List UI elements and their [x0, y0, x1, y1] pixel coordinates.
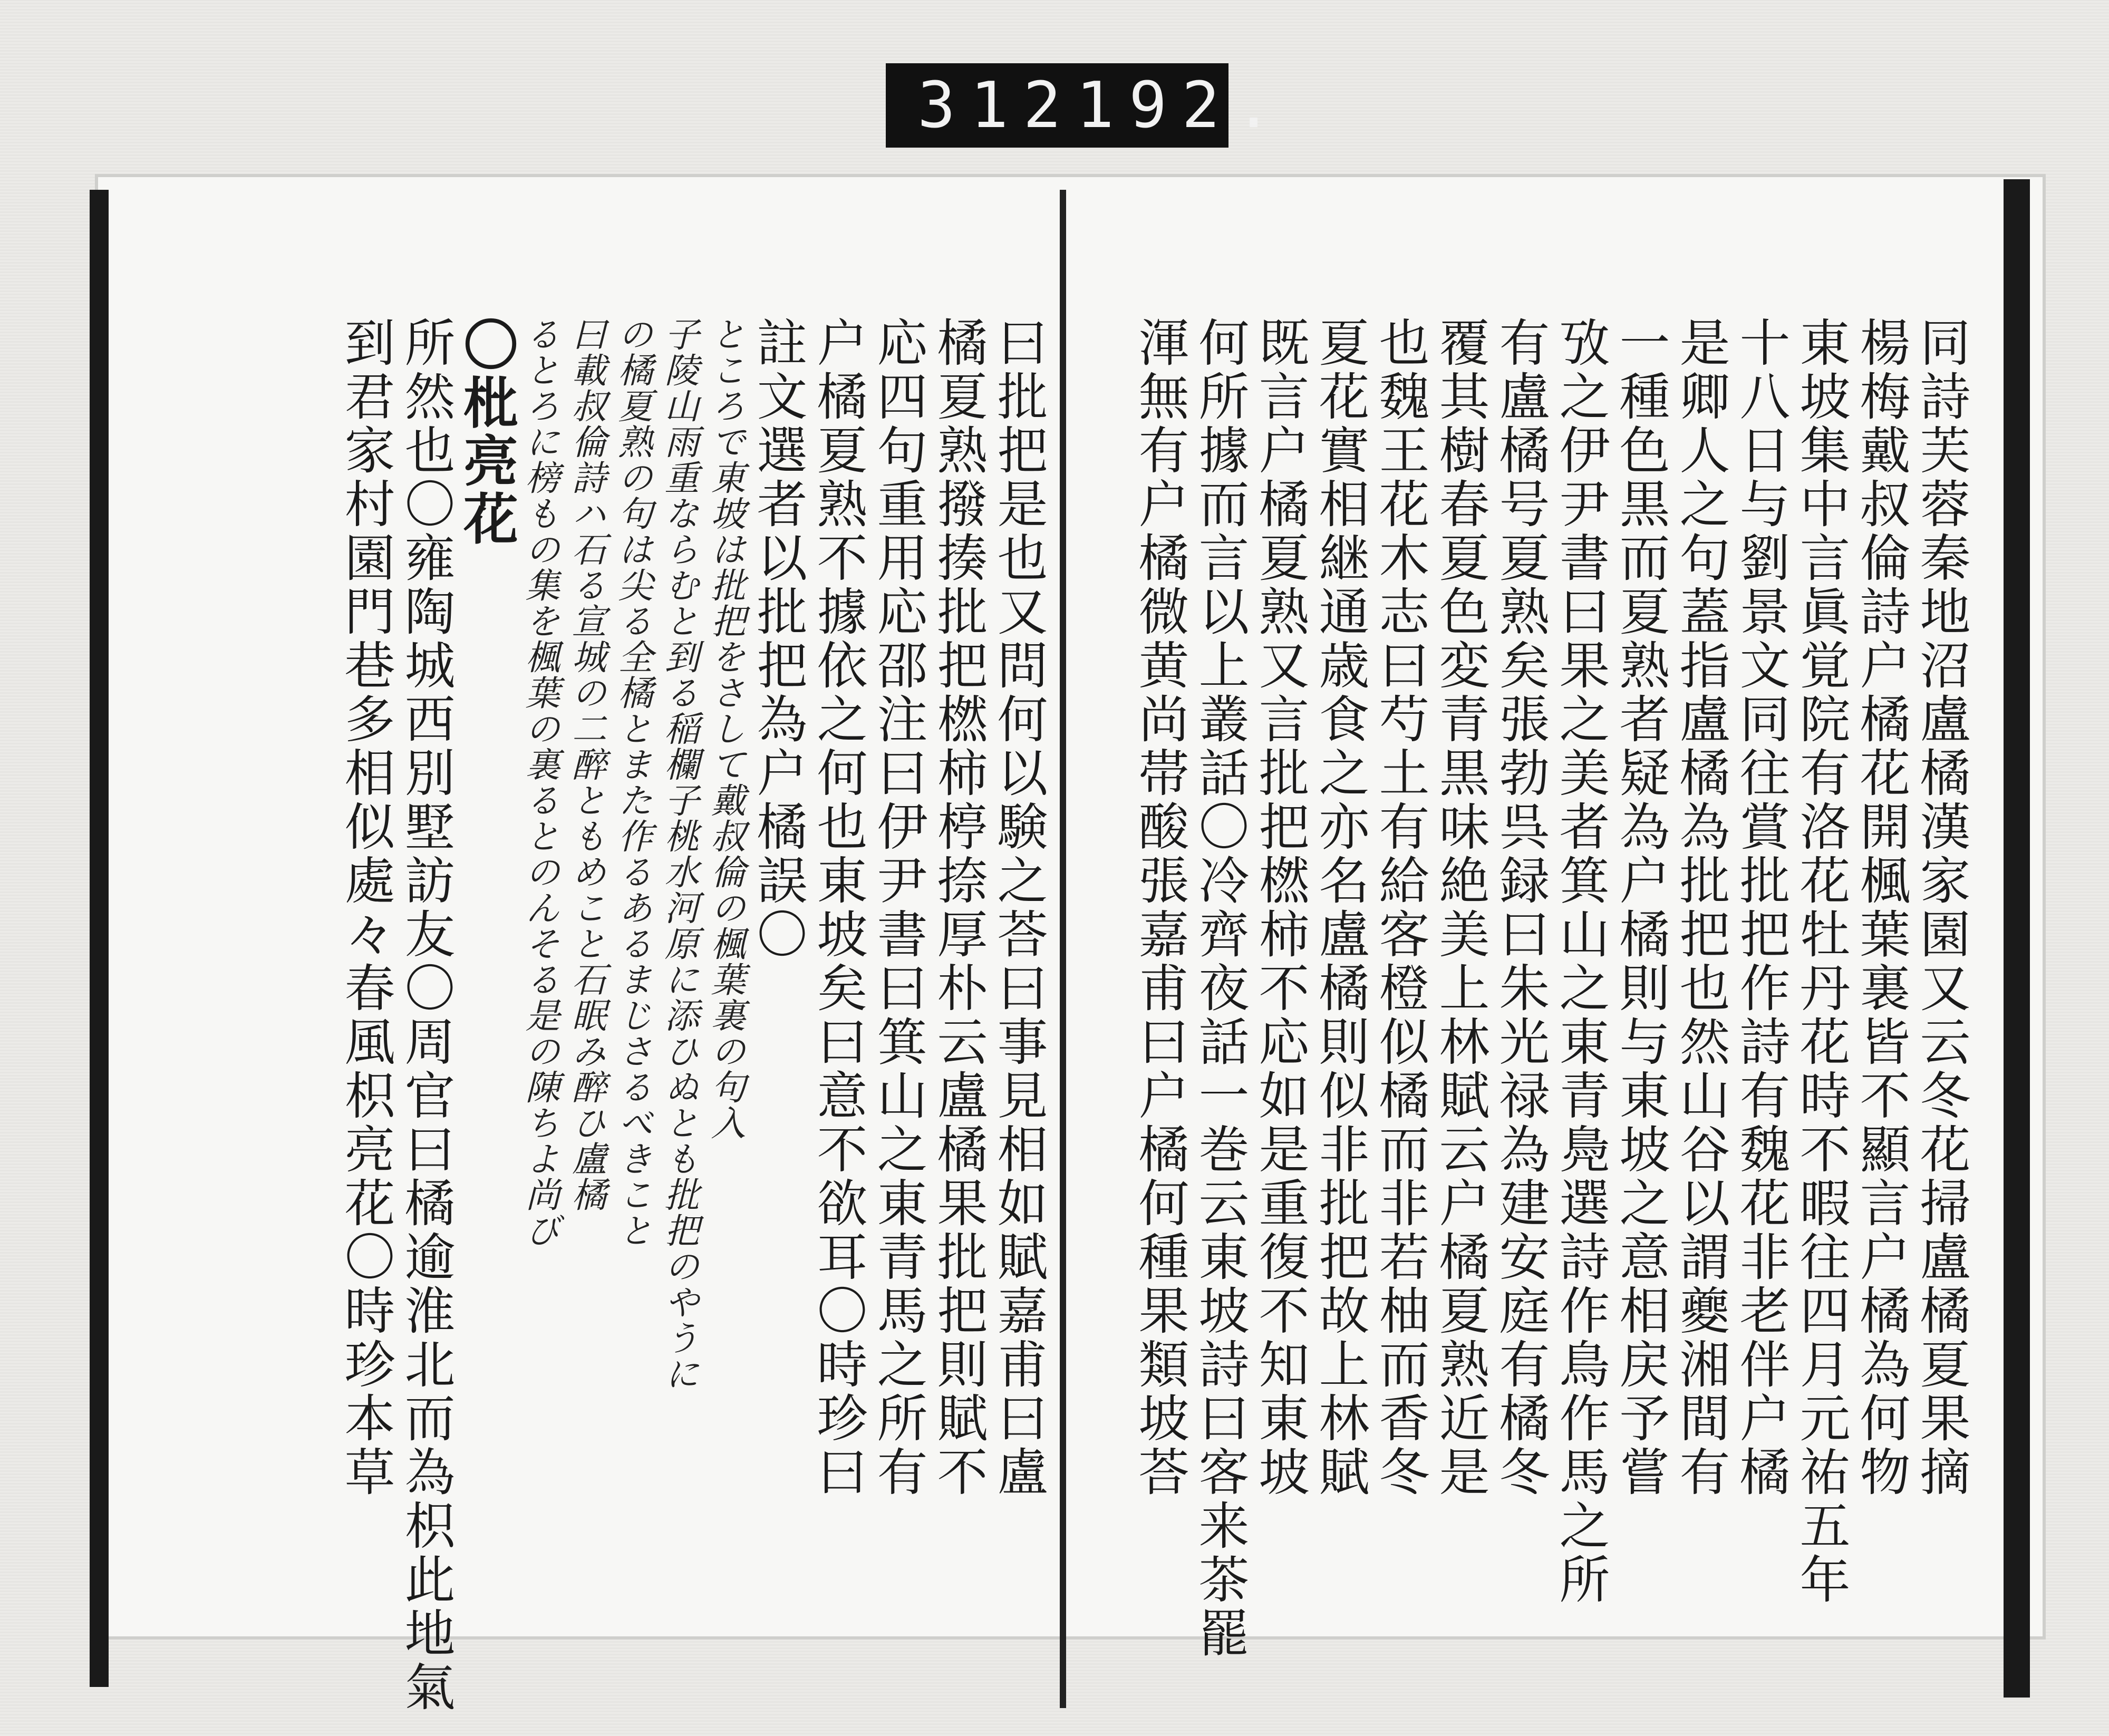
text-column: 既言户橘夏熟又言批把橪柿不応如是重復不知東坡	[1251, 316, 1310, 1499]
catalog-number-left: 312	[917, 69, 1076, 142]
text-column: 一種色黒而夏熟者疑為户橘則与東坡之意相戻予嘗	[1611, 316, 1670, 1499]
text-column: 楊梅戴叔倫詩户橘花開楓葉裏皆不顯言户橘為何物	[1852, 316, 1911, 1499]
handwritten-annotation-column: ところで東坡は批把をさして戴叔倫の楓葉裏の句入	[705, 316, 746, 1141]
left-binding-edge	[90, 190, 109, 1687]
text-column: 覆其樹春夏色変青黒味絶美上林賦云户橘夏熟近是	[1431, 316, 1490, 1499]
text-column: 所然也〇雍陶城西別墅訪友〇周官曰橘逾淮北而為枳此地氣	[396, 316, 456, 1714]
handwritten-annotation-column: るとろに榜もの集を楓葉の裏るとのんそる是の陳ちよ尚び	[519, 316, 560, 1248]
left-page	[137, 316, 1048, 1714]
page-gutter	[1060, 190, 1066, 1708]
text-column: 橘夏熟撥揍批把橪柿楟捺厚朴云盧橘果批把則賦不	[929, 316, 988, 1499]
handwritten-annotation-column: の橘夏熟の句は尖る全橘とまた作るあるまじさるべきこと	[612, 316, 653, 1248]
text-column: 有盧橘号夏熟矣張勃呉録曰朱光禄為建安庭有橘冬	[1491, 316, 1550, 1499]
right-binding-edge	[2004, 179, 2030, 1698]
text-column: 渾無有户橘微黄尚帯酸張嘉甫曰户橘何種果類坡荅	[1130, 316, 1189, 1499]
text-column: 十八日与劉景文同往賞批把作詩有魏花非老伴户橘	[1731, 316, 1791, 1499]
handwritten-annotation-column: 子陵山雨重ならむと到る稲欄子桃水河原に添ひぬとも批把のやうに	[659, 316, 699, 1392]
catalog-number-right: 192.	[1076, 69, 1288, 142]
right-page	[1097, 316, 1971, 1666]
text-column: 夏花實相継通歳食之亦名盧橘則似非批把故上林賦	[1311, 316, 1370, 1499]
text-column: 到君家村園門巷多相似處々春風枳亮花〇時珍本草	[336, 316, 395, 1499]
text-column: 東坡集中言眞覚院有洛花牡丹花時不暇往四月元祐五年	[1792, 316, 1851, 1607]
handwritten-annotation-column: 曰載叔倫詩ハ石る宣城の二醉ともめこと石眠み醉ひ盧橘	[566, 316, 606, 1213]
text-column: 攷之伊尹書曰果之美者箕山之東青鳧選詩作鳥作馬之所	[1551, 316, 1610, 1607]
text-column: 是卿人之句蓋指盧橘為批把也然山谷以謂夔湘間有	[1671, 316, 1730, 1499]
text-column: 也魏王花木志曰芍土有給客橙似橘而非若柚而香冬	[1371, 316, 1430, 1499]
text-column: 何所據而言以上叢話〇冷齊夜話一巻云東坡詩曰客来茶罷	[1191, 316, 1250, 1661]
text-column: 応四句重用応邵注曰伊尹書曰箕山之東青馬之所有	[869, 316, 928, 1499]
text-column: 户橘夏熟不據依之何也東坡矣曰意不欲耳〇時珍曰	[809, 316, 868, 1499]
text-column: 同詩芙蓉秦地沼盧橘漢家園又云冬花掃盧橘夏果摘	[1912, 316, 1971, 1499]
text-column: 註文選者以批把為户橘誤〇	[749, 316, 808, 962]
catalog-number-label	[886, 63, 1288, 148]
text-column: 曰批把是也又問何以験之荅曰事見相如賦嘉甫曰盧	[989, 316, 1048, 1499]
section-heading: 〇枇亮花	[454, 316, 519, 548]
